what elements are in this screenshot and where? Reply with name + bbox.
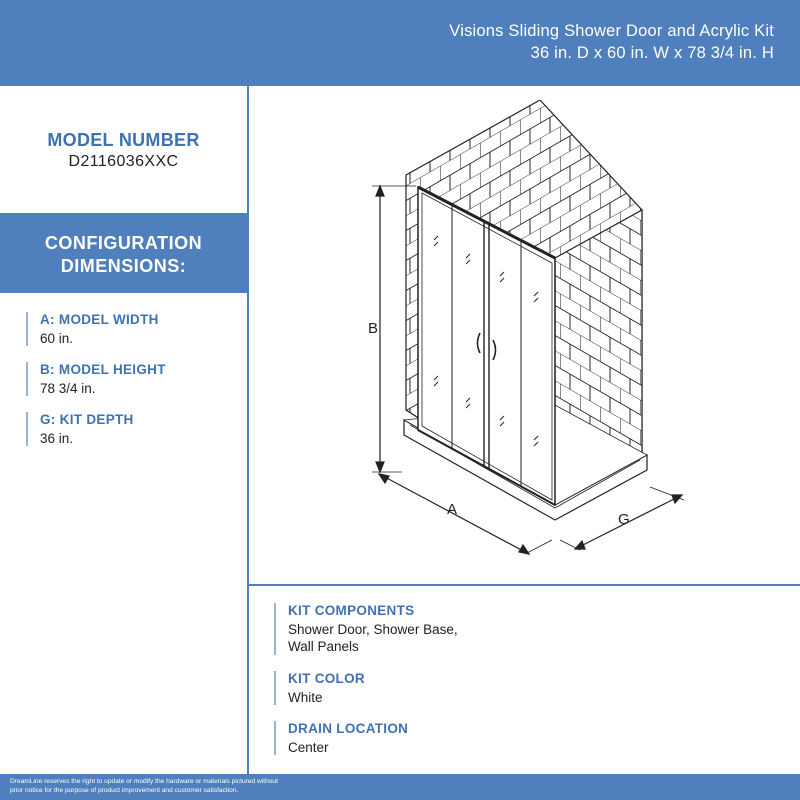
shower-kit-diagram: [340, 100, 700, 560]
spec-label: B: MODEL HEIGHT: [40, 362, 166, 377]
config-heading-line1: CONFIGURATION: [44, 233, 203, 253]
spec-label: KIT COLOR: [288, 671, 365, 686]
spec-value-line: Wall Panels: [288, 639, 359, 654]
spec-label: DRAIN LOCATION: [288, 721, 409, 736]
spec-accent-bar: [274, 721, 276, 755]
horizontal-divider: [247, 584, 800, 586]
footer-disclaimer-bar: [0, 774, 800, 800]
footer-line: prior notice for the purpose of product improvement and customer satisfaction.: [10, 787, 239, 794]
dimension-a-label: A: [447, 501, 458, 518]
footer-disclaimer: [10, 777, 350, 795]
spec-value: 78 3/4 in.: [40, 381, 96, 396]
spec-value: [288, 621, 458, 655]
spec-accent-bar: [26, 412, 28, 446]
spec-label: A: MODEL WIDTH: [40, 312, 159, 327]
spec-value-line: Shower Door, Shower Base,: [288, 622, 458, 637]
spec-value: Center: [288, 740, 329, 755]
spec-value: White: [288, 690, 323, 705]
spec-value: 60 in.: [40, 331, 74, 346]
spec-accent-bar: [26, 312, 28, 346]
product-title: Visions Sliding Shower Door and Acrylic Kit: [449, 22, 774, 40]
spec-label: G: KIT DEPTH: [40, 412, 134, 427]
model-number-label: MODEL NUMBER: [47, 130, 200, 150]
header-banner: [0, 0, 800, 86]
config-heading-line2: DIMENSIONS:: [60, 256, 187, 276]
product-dimensions: 36 in. D x 60 in. W x 78 3/4 in. H: [530, 44, 774, 62]
dimension-g-label: G: [618, 511, 630, 528]
dimension-b-label: B: [368, 320, 379, 337]
model-number-value: D2116036XXC: [68, 153, 179, 170]
footer-line: DreamLine reserves the right to update or modify the hardware or materials pictured without: [10, 778, 278, 785]
vertical-divider: [247, 86, 249, 774]
config-dimensions-banner: [0, 213, 247, 293]
spec-label: KIT COMPONENTS: [288, 603, 415, 618]
spec-value: 36 in.: [40, 431, 74, 446]
spec-accent-bar: [26, 362, 28, 396]
spec-accent-bar: [274, 671, 276, 705]
spec-accent-bar: [274, 603, 276, 655]
